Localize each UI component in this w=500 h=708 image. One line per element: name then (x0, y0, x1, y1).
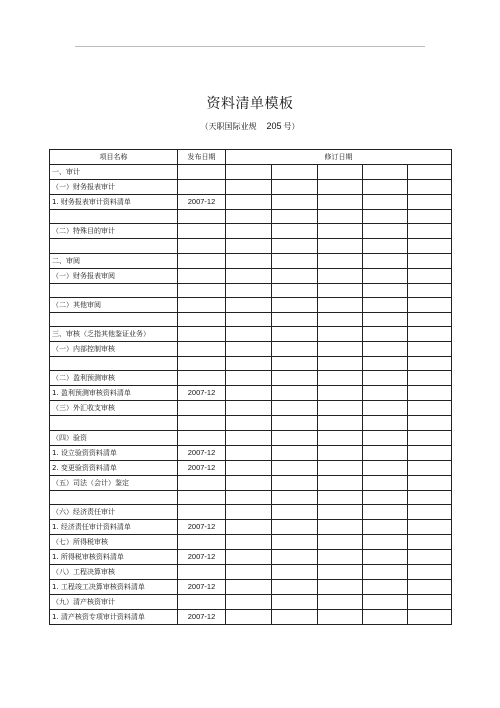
revision-date-cell (318, 460, 363, 475)
item-name-cell: 二、审阅 (50, 253, 178, 268)
revision-date-cell (408, 401, 452, 416)
item-name-cell: （二）盈利预测审核 (50, 371, 178, 386)
revision-date-cell (408, 297, 452, 312)
revision-date-cell (318, 475, 363, 490)
table-row (50, 357, 452, 371)
issue-date-cell: 2007-12 (178, 386, 226, 401)
revision-date-cell (408, 475, 452, 490)
document-title: 资料清单模板 (206, 96, 294, 112)
item-name-cell: （七）所得税审核 (50, 535, 178, 550)
revision-date-cell (226, 357, 272, 371)
subtitle-suffix: 号） (283, 122, 300, 131)
document-subtitle (0, 121, 500, 132)
revision-date-cell (318, 342, 363, 357)
table-row (50, 195, 452, 210)
revision-date-cell (226, 520, 272, 535)
revision-date-cell (226, 550, 272, 565)
revision-date-cell (226, 312, 272, 326)
table-row (50, 283, 452, 297)
item-name-cell: 1. 经济责任审计资料清单 (50, 520, 178, 535)
revision-date-cell (363, 371, 408, 386)
item-name-cell: 一、审计 (50, 165, 178, 180)
revision-date-cell (226, 165, 272, 180)
header-item-name: 项目名称 (50, 150, 178, 165)
header-issue-date: 发布日期 (178, 150, 226, 165)
revision-date-cell (272, 312, 318, 326)
revision-date-cell (226, 445, 272, 460)
issue-date-cell: 2007-12 (178, 520, 226, 535)
item-name-cell: （一）内部控制审核 (50, 342, 178, 357)
table-header-row (50, 150, 452, 165)
table-row (50, 610, 452, 625)
item-name-cell: 1. 工程竣工决算审核资料清单 (50, 580, 178, 595)
revision-date-cell (408, 535, 452, 550)
revision-date-cell (272, 460, 318, 475)
revision-date-cell (363, 239, 408, 253)
table-row (50, 180, 452, 195)
revision-date-cell (318, 195, 363, 210)
revision-date-cell (408, 580, 452, 595)
revision-date-cell (363, 445, 408, 460)
revision-date-cell (363, 386, 408, 401)
issue-date-cell: 2007-12 (178, 610, 226, 625)
revision-date-cell (318, 253, 363, 268)
revision-date-cell (226, 460, 272, 475)
table-row (50, 165, 452, 180)
table-row (50, 416, 452, 430)
table-row (50, 460, 452, 475)
revision-date-cell (272, 180, 318, 195)
revision-date-cell (272, 610, 318, 625)
table-row (50, 520, 452, 535)
table-row (50, 253, 452, 268)
revision-date-cell (408, 312, 452, 326)
revision-date-cell (226, 416, 272, 430)
revision-date-cell (226, 371, 272, 386)
issue-date-cell (178, 535, 226, 550)
revision-date-cell (318, 327, 363, 342)
table-row (50, 224, 452, 239)
revision-date-cell (318, 268, 363, 283)
issue-date-cell (178, 268, 226, 283)
subtitle-number: 205 (266, 121, 282, 131)
revision-date-cell (272, 297, 318, 312)
revision-date-cell (363, 580, 408, 595)
table-row (50, 297, 452, 312)
revision-date-cell (408, 224, 452, 239)
revision-date-cell (226, 595, 272, 610)
item-name-cell (50, 239, 178, 253)
revision-date-cell (318, 312, 363, 326)
item-name-cell: （一）财务报表审阅 (50, 268, 178, 283)
revision-date-cell (272, 401, 318, 416)
issue-date-cell (178, 416, 226, 430)
revision-date-cell (272, 224, 318, 239)
revision-date-cell (272, 371, 318, 386)
revision-date-cell (226, 268, 272, 283)
revision-date-cell (363, 430, 408, 445)
revision-date-cell (318, 520, 363, 535)
table-row (50, 490, 452, 504)
table-row (50, 268, 452, 283)
revision-date-cell (408, 505, 452, 520)
revision-date-cell (363, 327, 408, 342)
revision-date-cell (272, 210, 318, 224)
revision-date-cell (318, 210, 363, 224)
revision-date-cell (408, 565, 452, 580)
revision-date-cell (318, 165, 363, 180)
issue-date-cell (178, 371, 226, 386)
item-name-cell: 1. 清产核资专项审计资料清单 (50, 610, 178, 625)
revision-date-cell (363, 253, 408, 268)
revision-date-cell (226, 475, 272, 490)
revision-date-cell (318, 610, 363, 625)
issue-date-cell: 2007-12 (178, 460, 226, 475)
revision-date-cell (226, 253, 272, 268)
revision-date-cell (318, 357, 363, 371)
revision-date-cell (226, 565, 272, 580)
item-name-cell (50, 490, 178, 504)
revision-date-cell (408, 490, 452, 504)
revision-date-cell (272, 520, 318, 535)
revision-date-cell (318, 445, 363, 460)
revision-date-cell (408, 430, 452, 445)
issue-date-cell: 2007-12 (178, 195, 226, 210)
revision-date-cell (272, 342, 318, 357)
revision-date-cell (363, 595, 408, 610)
table-row (50, 371, 452, 386)
revision-date-cell (363, 312, 408, 326)
revision-date-cell (226, 283, 272, 297)
revision-date-cell (272, 253, 318, 268)
revision-date-cell (363, 342, 408, 357)
item-name-cell: （九）清产核资审计 (50, 595, 178, 610)
revision-date-cell (318, 386, 363, 401)
revision-date-cell (408, 327, 452, 342)
issue-date-cell: 2007-12 (178, 445, 226, 460)
table-row (50, 475, 452, 490)
table-body (50, 165, 452, 625)
revision-date-cell (226, 490, 272, 504)
revision-date-cell (363, 180, 408, 195)
revision-date-cell (318, 490, 363, 504)
revision-date-cell (363, 475, 408, 490)
revision-date-cell (363, 283, 408, 297)
revision-date-cell (226, 342, 272, 357)
issue-date-cell (178, 357, 226, 371)
revision-date-cell (318, 580, 363, 595)
item-name-cell: 1. 财务报表审计资料清单 (50, 195, 178, 210)
item-name-cell (50, 283, 178, 297)
revision-date-cell (408, 195, 452, 210)
revision-date-cell (272, 535, 318, 550)
table-row (50, 312, 452, 326)
revision-date-cell (363, 520, 408, 535)
revision-date-cell (272, 490, 318, 504)
revision-date-cell (226, 505, 272, 520)
table-row (50, 505, 452, 520)
revision-date-cell (318, 371, 363, 386)
item-name-cell: （二）特殊目的审计 (50, 224, 178, 239)
revision-date-cell (226, 401, 272, 416)
revision-date-cell (226, 580, 272, 595)
revision-date-cell (363, 490, 408, 504)
revision-date-cell (318, 416, 363, 430)
item-name-cell: （六）经济责任审计 (50, 505, 178, 520)
issue-date-cell (178, 401, 226, 416)
revision-date-cell (318, 297, 363, 312)
item-name-cell: （三）外汇收支审核 (50, 401, 178, 416)
revision-date-cell (318, 505, 363, 520)
revision-date-cell (272, 357, 318, 371)
issue-date-cell (178, 327, 226, 342)
revision-date-cell (272, 550, 318, 565)
revision-date-cell (318, 401, 363, 416)
revision-date-cell (318, 239, 363, 253)
revision-date-cell (408, 416, 452, 430)
revision-date-cell (408, 550, 452, 565)
revision-date-cell (408, 445, 452, 460)
issue-date-cell: 2007-12 (178, 550, 226, 565)
revision-date-cell (408, 239, 452, 253)
issue-date-cell (178, 342, 226, 357)
revision-date-cell (272, 565, 318, 580)
revision-date-cell (272, 195, 318, 210)
revision-date-cell (363, 416, 408, 430)
revision-date-cell (272, 445, 318, 460)
issue-date-cell (178, 253, 226, 268)
issue-date-cell (178, 283, 226, 297)
issue-date-cell (178, 312, 226, 326)
revision-date-cell (318, 180, 363, 195)
document-list-table (49, 149, 452, 625)
revision-date-cell (363, 268, 408, 283)
revision-date-cell (363, 505, 408, 520)
issue-date-cell (178, 239, 226, 253)
issue-date-cell (178, 297, 226, 312)
subtitle-prefix: （天职国际业规 (200, 122, 257, 131)
revision-date-cell (272, 580, 318, 595)
item-name-cell (50, 312, 178, 326)
revision-date-cell (408, 180, 452, 195)
revision-date-cell (363, 401, 408, 416)
issue-date-cell: 2007-12 (178, 580, 226, 595)
table-row (50, 401, 452, 416)
revision-date-cell (363, 610, 408, 625)
table-row (50, 580, 452, 595)
revision-date-cell (408, 371, 452, 386)
table-row (50, 327, 452, 342)
revision-date-cell (408, 357, 452, 371)
item-name-cell: 2. 变更验资资料清单 (50, 460, 178, 475)
item-name-cell (50, 210, 178, 224)
revision-date-cell (226, 327, 272, 342)
revision-date-cell (363, 357, 408, 371)
revision-date-cell (363, 165, 408, 180)
revision-date-cell (272, 475, 318, 490)
revision-date-cell (272, 595, 318, 610)
revision-date-cell (272, 239, 318, 253)
revision-date-cell (363, 297, 408, 312)
revision-date-cell (408, 342, 452, 357)
revision-date-cell (408, 165, 452, 180)
table-row (50, 550, 452, 565)
item-name-cell: 1. 盈利预测审核资料清单 (50, 386, 178, 401)
header-revision-date: 修订日期 (226, 150, 452, 165)
item-name-cell: （一）财务报表审计 (50, 180, 178, 195)
item-name-cell (50, 357, 178, 371)
revision-date-cell (318, 565, 363, 580)
issue-date-cell (178, 430, 226, 445)
revision-date-cell (272, 505, 318, 520)
revision-date-cell (363, 565, 408, 580)
revision-date-cell (408, 283, 452, 297)
revision-date-cell (408, 595, 452, 610)
revision-date-cell (318, 550, 363, 565)
item-name-cell: （四）验资 (50, 430, 178, 445)
revision-date-cell (363, 210, 408, 224)
table-row (50, 565, 452, 580)
table-row (50, 239, 452, 253)
revision-date-cell (408, 520, 452, 535)
table-row (50, 445, 452, 460)
revision-date-cell (272, 283, 318, 297)
item-name-cell: （八）工程决算审核 (50, 565, 178, 580)
revision-date-cell (363, 550, 408, 565)
revision-date-cell (363, 535, 408, 550)
revision-date-cell (226, 297, 272, 312)
revision-date-cell (226, 180, 272, 195)
revision-date-cell (272, 165, 318, 180)
item-name-cell: 1. 设立验资资料清单 (50, 445, 178, 460)
revision-date-cell (226, 610, 272, 625)
revision-date-cell (226, 386, 272, 401)
item-name-cell (50, 416, 178, 430)
issue-date-cell (178, 565, 226, 580)
issue-date-cell (178, 210, 226, 224)
issue-date-cell (178, 165, 226, 180)
revision-date-cell (318, 595, 363, 610)
revision-date-cell (408, 460, 452, 475)
revision-date-cell (318, 430, 363, 445)
revision-date-cell (226, 195, 272, 210)
revision-date-cell (318, 283, 363, 297)
revision-date-cell (272, 430, 318, 445)
revision-date-cell (226, 430, 272, 445)
revision-date-cell (226, 210, 272, 224)
item-name-cell: （二）其他审阅 (50, 297, 178, 312)
revision-date-cell (226, 239, 272, 253)
item-name-cell: 三、审核（乏指其他鉴证业务） (50, 327, 178, 342)
issue-date-cell (178, 505, 226, 520)
issue-date-cell (178, 490, 226, 504)
table-row (50, 535, 452, 550)
issue-date-cell (178, 475, 226, 490)
revision-date-cell (272, 416, 318, 430)
revision-date-cell (318, 535, 363, 550)
revision-date-cell (408, 210, 452, 224)
top-rule (75, 46, 425, 47)
revision-date-cell (408, 268, 452, 283)
table-row (50, 430, 452, 445)
revision-date-cell (272, 268, 318, 283)
revision-date-cell (226, 224, 272, 239)
revision-date-cell (408, 610, 452, 625)
item-name-cell: 1. 所得税审核资料清单 (50, 550, 178, 565)
revision-date-cell (408, 253, 452, 268)
table-row (50, 342, 452, 357)
revision-date-cell (272, 386, 318, 401)
table-row (50, 386, 452, 401)
issue-date-cell (178, 224, 226, 239)
revision-date-cell (363, 460, 408, 475)
revision-date-cell (318, 224, 363, 239)
table-row (50, 210, 452, 224)
revision-date-cell (363, 195, 408, 210)
revision-date-cell (363, 224, 408, 239)
revision-date-cell (408, 386, 452, 401)
item-name-cell: （五）司法（会计）鉴定 (50, 475, 178, 490)
issue-date-cell (178, 180, 226, 195)
table-row (50, 595, 452, 610)
revision-date-cell (226, 535, 272, 550)
issue-date-cell (178, 595, 226, 610)
revision-date-cell (272, 327, 318, 342)
